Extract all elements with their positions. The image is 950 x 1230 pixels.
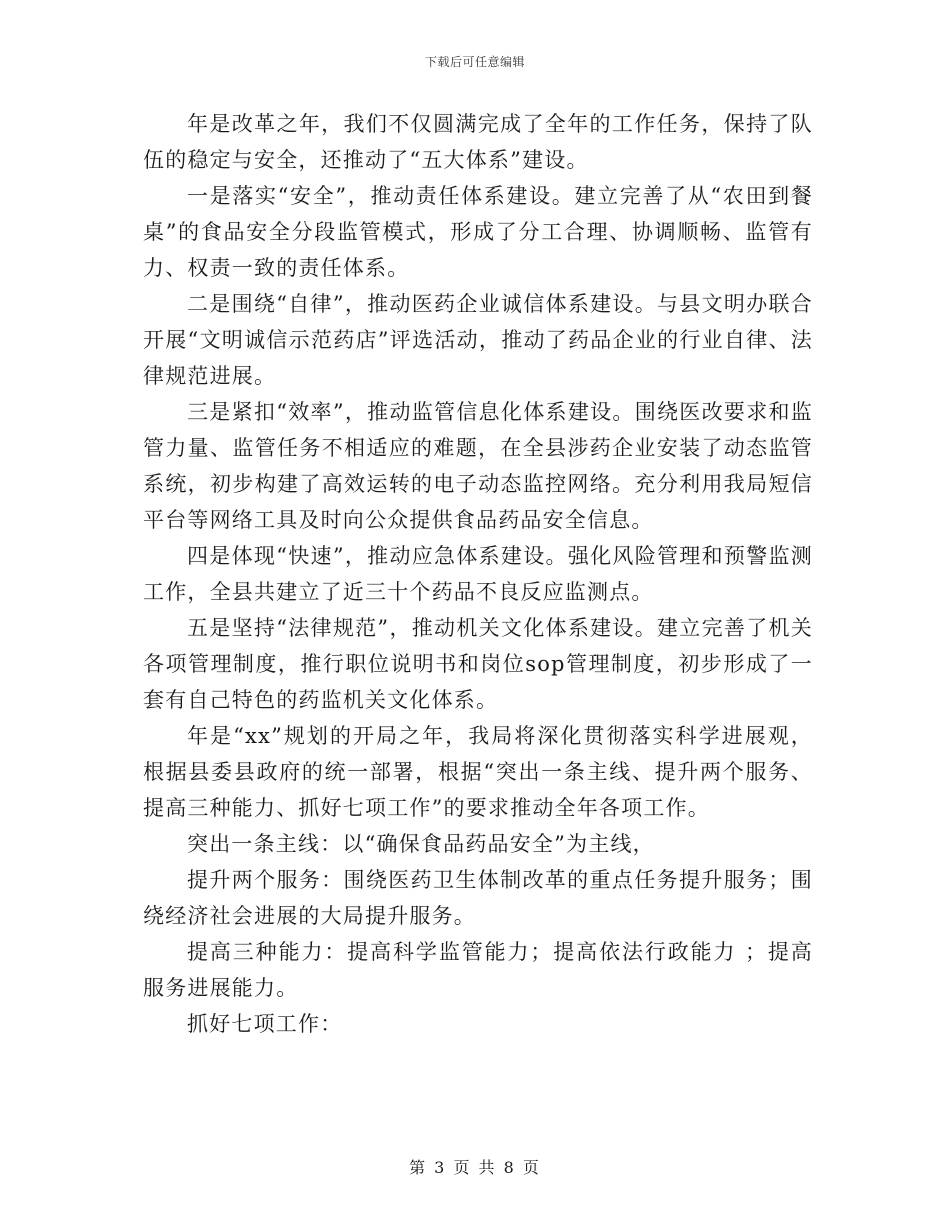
header-note: 下载后可任意编辑 — [424, 55, 525, 69]
paragraph-intro: 年是改革之年，我们不仅圆满完成了全年的工作任务，保持了队伍的稳定与安全，还推动了“五大体系”建设。 — [143, 112, 813, 172]
page-number: 第 3 页 共 8 页 — [409, 1158, 541, 1177]
paragraph-seven-tasks: 抓好七项工作： — [187, 1012, 343, 1036]
paragraph-item-2: 二是围绕“自律”，推动医药企业诚信体系建设。与县文明办联合开展“文明诚信示范药店”评选活动，推动了药品企业的行业自律、法律规范进展。 — [143, 292, 813, 388]
paragraph-item-5: 五是坚持“法律规范”，推动机关文化体系建设。建立完善了机关各项管理制度，推行职位说明书和岗位sop管理制度，初步形成了一套有自己特色的药监机关文化体系。 — [143, 616, 813, 712]
paragraph-item-3: 三是紧扣“效率”，推动监管信息化体系建设。围绕医改要求和监管力量、监管任务不相适应的难题，在全县涉药企业安装了动态监管系统，初步构建了高效运转的电子动态监控网络。充分利用我局短信平台等网络工具及时向公众提供食品药品安全信息。 — [143, 400, 813, 532]
paragraph-item-1: 一是落实“安全”，推动责任体系建设。建立完善了从“农田到餐桌”的食品安全分段监管模式，形成了分工合理、协调顺畅、监管有力、权责一致的责任体系。 — [143, 184, 813, 280]
paragraph-item-4: 四是体现“快速”，推动应急体系建设。强化风险管理和预警监测工作，全县共建立了近三十个药品不良反应监测点。 — [143, 544, 813, 604]
paragraph-plan: 年是“xx”规划的开局之年，我局将深化贯彻落实科学进展观，根据县委县政府的统一部署，根据“突出一条主线、提升两个服务、提高三种能力、抓好七项工作”的要求推动全年各项工作。 — [143, 724, 813, 820]
paragraph-three-abilities: 提高三种能力：提高科学监管能力；提高依法行政能力 ；提高服务进展能力。 — [143, 940, 813, 1000]
paragraph-two-services: 提升两个服务：围绕医药卫生体制改革的重点任务提升服务；围绕经济社会进展的大局提升服务。 — [143, 868, 813, 928]
paragraph-main-line: 突出一条主线：以“确保食品药品安全”为主线， — [187, 832, 655, 856]
document-body — [143, 106, 813, 1042]
